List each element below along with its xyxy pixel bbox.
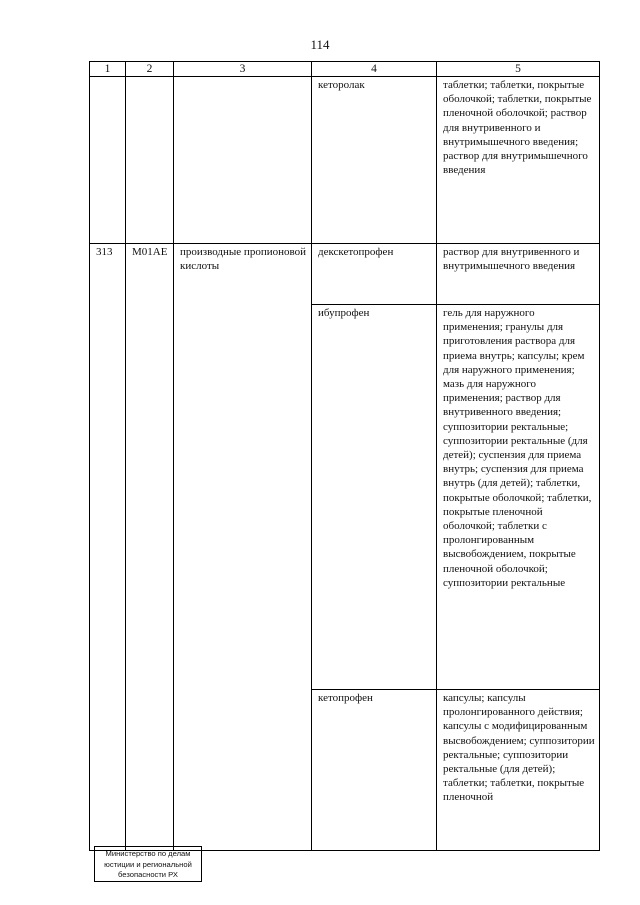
drug-name-cell: ибупрофен	[312, 305, 437, 690]
drug-name-cell: декскетопрофен	[312, 244, 437, 305]
stamp-line: Министерство по делам	[105, 849, 191, 858]
header-cell: 4	[312, 62, 437, 77]
header-cell: 5	[437, 62, 600, 77]
header-row	[90, 62, 600, 77]
group-name-cell: производные пропионовой кислоты	[174, 244, 312, 851]
atc-code-cell: M01AE	[126, 244, 174, 851]
empty-cell	[126, 77, 174, 244]
empty-cell	[90, 77, 126, 244]
dosage-forms-cell: капсулы; капсулы пролонгированного действия; капсулы с модифицированным высвобождением; суппозитории ректальные; суппозитории ректальные (для детей); таблетки; таблетки, покрытые пленочной	[437, 690, 600, 851]
drug-name-cell: кеторолак	[312, 77, 437, 244]
stamp-line: юстиции и региональной	[104, 859, 192, 869]
empty-cell	[174, 77, 312, 244]
table-row	[90, 77, 600, 244]
registration-stamp	[94, 846, 202, 882]
drug-list-table	[89, 61, 600, 851]
dosage-forms-cell: раствор для внутривенного и внутримышечного введения	[437, 244, 600, 305]
header-cell: 1	[90, 62, 126, 77]
stamp-line: безопасности РХ	[118, 870, 178, 879]
header-cell: 3	[174, 62, 312, 77]
row-number-cell: 313	[90, 244, 126, 851]
dosage-forms-cell: гель для наружного применения; гранулы для приготовления раствора для приема внутрь; капсулы; крем для наружного применения; мазь для наружного применения; раствор для внутривенного введения; суппозитории ректальные; суппозитории ректальные (для детей); суспензия для приема внутрь; суспензия для приема внутрь (для детей); таблетки, покрытые оболочкой; таблетки, покрытые пленочной оболочкой; таблетки с пролонгированным высвобождением, покрытые пленочной оболочкой; суппозитории ректальные	[437, 305, 600, 690]
dosage-forms-cell: таблетки; таблетки, покрытые оболочкой; таблетки, покрытые пленочной оболочкой; раствор для внутривенного и внутримышечного введения; раствор для внутримышечного введения	[437, 77, 600, 244]
table-row	[90, 244, 600, 305]
page-number: 114	[310, 37, 330, 52]
header-cell: 2	[126, 62, 174, 77]
drug-name-cell: кетопрофен	[312, 690, 437, 851]
